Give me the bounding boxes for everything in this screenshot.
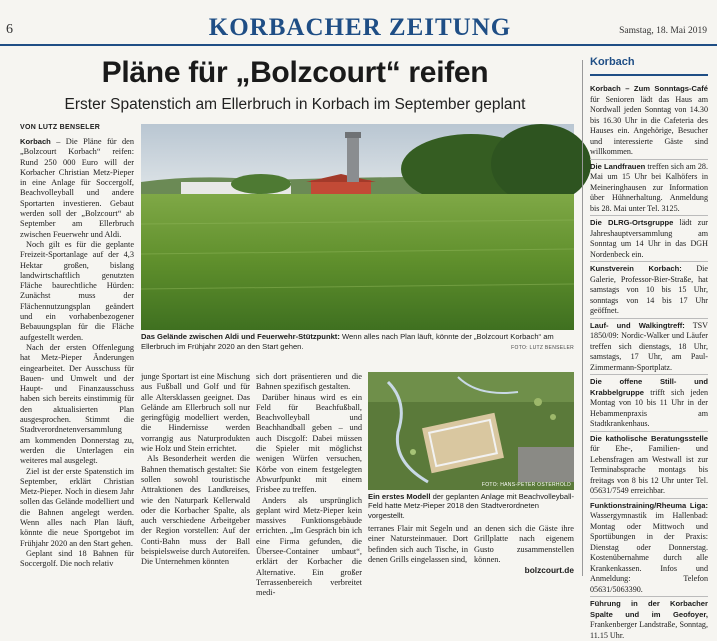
notice-title: Kunstverein Korbach:	[590, 264, 682, 273]
notice-title: Die offene Still- und Krabbelgruppe	[590, 377, 708, 397]
caption-lead: Ein erstes Modell	[368, 492, 431, 501]
notice-title: Funktionstraining/Rheuma Liga:	[590, 500, 708, 510]
paragraph: Als Besonderheit werden die Bahnen thematisch gestaltet: Sie sollen sowohl touristische Attraktionen des Landkreises, wie den Naturpark Kellerwald oder die Korbacher Spalte, als auch verschiedene Arbeitgeber der Region vorstellen: Auf der Conti-Bahn muss der Ball beispielsweise durch Autoreifen. Die Unternehmen könnten	[141, 454, 250, 567]
sidebar-title: Korbach	[590, 56, 635, 68]
article-column-4	[368, 524, 468, 576]
article-headline: Pläne für „Bolzcourt“ reifen	[101, 56, 489, 89]
notice-item	[590, 162, 708, 215]
paragraph: Anders als ursprünglich geplant wird Metz-Pieper kein massives Funktionsgebäude errichten. „Im Gespräch bin ich eine Firma gefunden, die Übersee-Container umbaut“, erklärt der Korbacher die Alternative. Ein großer Terrassenbereich verbreitet medi-	[256, 495, 362, 598]
notice-item	[590, 434, 708, 497]
caption-text: der geplanten Anlage mit Beachvolleyball-Feld hatte Metz-Pieper 2018 den Stadtverordneten vorgestellt.	[368, 492, 574, 520]
divider	[590, 318, 708, 319]
paragraph: an denen sich die Gäste ihre Grillplatte nach eigenem Gusto zusammenstellen können.	[474, 524, 574, 564]
notice-title: Die katholische Beratungsstelle	[590, 433, 708, 443]
notice-title: Die Landfrauen	[590, 161, 646, 171]
sidebar-notices	[590, 84, 708, 640]
divider	[590, 498, 708, 499]
divider	[590, 159, 708, 160]
photo-credit: FOTO: HANS-PETER OSTERHOLD	[481, 482, 571, 488]
website-link[interactable]: bolzcourt.de	[524, 565, 574, 576]
notice-item	[590, 501, 708, 596]
model-photo-image	[368, 372, 574, 490]
field-photo	[141, 124, 574, 330]
notice-text: TSV 1850/09: Nordic-Walker und Läufer treffen sich dienstags, 18 Uhr, samstags, 17 Uhr, am Paul-Zimmermann-Sportplatz.	[590, 320, 708, 372]
notice-title: Die DLRG-Ortsgruppe	[590, 218, 674, 227]
notice-text: Wassergymnastik im Hallenbad: Montag oder Mittwoch und Sportübungen in der Praxis: Dienstag oder Donnerstag. Kostenübernahme durch alle Krankenkassen. Infos und Anmeldung: Telefon 05631/5063390.	[590, 511, 708, 594]
notice-item	[590, 218, 708, 260]
article-column-3	[256, 372, 362, 598]
notice-text: für Senioren lädt das Haus am Nordwall jeden Sonntag von 14.30 bis 16.30 Uhr in die Cafeteria des Hauses ein. Angehörige, Besucher und interessierte Gäste sind willkommen.	[590, 94, 708, 156]
notice-text: lädt zur Jahreshauptversammlung am Sonntag um 14 Uhr in das DGH Nordenbeck ein.	[590, 218, 708, 259]
notice-text: trifft sich jeden Montag von 10 bis 11 Uhr in der Hebammenpraxis am Stadtkrankenhaus.	[590, 387, 708, 428]
notice-text: treffen sich am 28. Mai um 15 Uhr bei Kalhöfers in Meineringhausen zur Information über Hühnerhaltung. Anmeldung bis 28. Mai unter Tel. 3125.	[590, 161, 708, 213]
article-column-1	[20, 137, 134, 576]
paragraph: junge Sportart ist eine Mischung aus Fußball und Golf und für alle Altersklassen geeignet. Das Gelände am Ellerbruch soll nur geringfügig modelliert werden, die Hindernisse werden vorrangig aus Naturprodukten wie Holz und Stein errichtet.	[141, 372, 250, 454]
dateline: Korbach	[20, 137, 51, 146]
notice-item	[590, 84, 708, 158]
notice-item	[590, 377, 708, 430]
notice-text: für Ehe-, Familien- und Lebensfragen am Westwall ist zur Terminabsprache montags bis freitags von 8 bis 12 Uhr unter Tel. 05631/7549 erreichbar.	[590, 444, 708, 495]
paragraph: sich dort präsentieren und die Bahnen spezifisch gestalten.	[256, 372, 362, 392]
notice-item	[590, 264, 708, 317]
article-subheadline: Erster Spatenstich am Ellerbruch in Korbach im September geplant	[64, 96, 526, 113]
model-photo	[368, 372, 574, 490]
paragraph: Darüber hinaus wird es ein Feld für Beachfußball, Beachvolleyball und Beachhandball geben – und auch Discgolf: Dabei müssen die Spieler mit möglichst wenigen Würfen versuchen, Körbe von einem festgelegten Abwurfpunkt mit einem Frisbee zu treffen.	[256, 392, 362, 495]
paragraph: Geplant sind 18 Bahnen für Soccergolf. Die noch relativ	[20, 548, 134, 569]
page-number: 6	[6, 22, 13, 37]
divider	[590, 261, 708, 262]
model-photo-caption	[368, 492, 574, 520]
paragraph: Nach der ersten Offenlegung hat Metz-Pieper Änderungen eingearbeitet. Der Ausschuss für Bauen- und Umwelt und der Haupt- und Finanzausschuss haben sich bereits einstimmig für den aktualisierten Plan ausgesprochen. Stimmt die Stadtverordnetenversammlung am kommenden Donnerstag zu, werden die Unterlagen ein weiteres mal ausgelegt.	[20, 342, 134, 466]
notice-title: Führung in der Korbacher Spalte und im Geofoyer,	[590, 599, 708, 619]
paragraph: Ziel ist der erste Spatenstich im September, erklärt Christian Metz-Pieper. Noch in diesem Jahr sollen das Gelände modelliert und die Bahnen angelegt werden. Wenn alles nach Plan läuft, könnte die neue Sportgebot im Frühjahr 2020 an den Start gehen.	[20, 466, 134, 548]
divider	[590, 431, 708, 432]
paragraph: Noch gilt es für die geplante Freizeit-Sportanlage auf der 4,3 Hektar großen, bislang landwirtschaftlich genutzten Fläche baurechtliche Hürden: Zunächst muss der Flächennutzungsplan geändert und ein vorhabenbezogener Bebauungsplan für die Fläche aufgestellt werden.	[20, 239, 134, 342]
paragraph: terranes Flair mit Segeln und einer Natursteinmauer. Dort befinden sich auch Tische, in denen Grills eingelassen sind,	[368, 524, 468, 564]
article-column-2	[141, 372, 250, 576]
photo-credit: FOTO: LUTZ BENSELER	[511, 344, 574, 351]
notice-title: Lauf- und Walkingtreff:	[590, 320, 685, 330]
divider	[590, 374, 708, 375]
divider	[590, 596, 708, 597]
notice-title: Korbach – Zum Sonntags-Café	[590, 84, 708, 93]
notice-text: Die Galerie, Professor-Bier-Straße, hat samstags von 10 bis 15 Uhr, sonntags von 14 bis 17 Uhr geöffnet.	[590, 264, 708, 315]
caption-lead: Das Gelände zwischen Aldi und Feuerwehr-Stützpunkt:	[141, 332, 340, 341]
article-author: VON LUTZ BENSELER	[20, 124, 101, 131]
sidebar-divider	[582, 60, 583, 576]
notice-item	[590, 321, 708, 374]
field-photo-caption	[141, 332, 574, 353]
field-photo-image	[141, 124, 574, 330]
caption-text: Wenn alles nach Plan läuft, könnte der „Bolzcourt Korbach“ am Ellerbruch im Frühjahr 2020 an den Start gehen.	[141, 332, 554, 351]
divider	[590, 215, 708, 216]
notice-item	[590, 599, 708, 641]
sidebar-title-rule	[590, 74, 708, 76]
notice-text: Frankenberger Landstraße, Sonntag, 11.15 Uhr.	[590, 620, 708, 640]
issue-date: Samstag, 18. Mai 2019	[619, 26, 707, 36]
header-rule	[0, 44, 717, 46]
article-column-5	[474, 524, 574, 576]
paragraph: – Die Pläne für den „Bolzcourt Korbach“ reifen: Rund 250 000 Euro will der Korbacher Christian Metz-Pieper in eine Anlage für Soccergolf, Beachvolleyball und andere Sportarten investieren. Gebaut werden soll der „Bolzcourt“ ab September am Ellerbruch zwischen Feuerwehr und Aldi.	[20, 137, 134, 239]
newspaper-title: KORBACHER ZEITUNG	[208, 14, 512, 41]
